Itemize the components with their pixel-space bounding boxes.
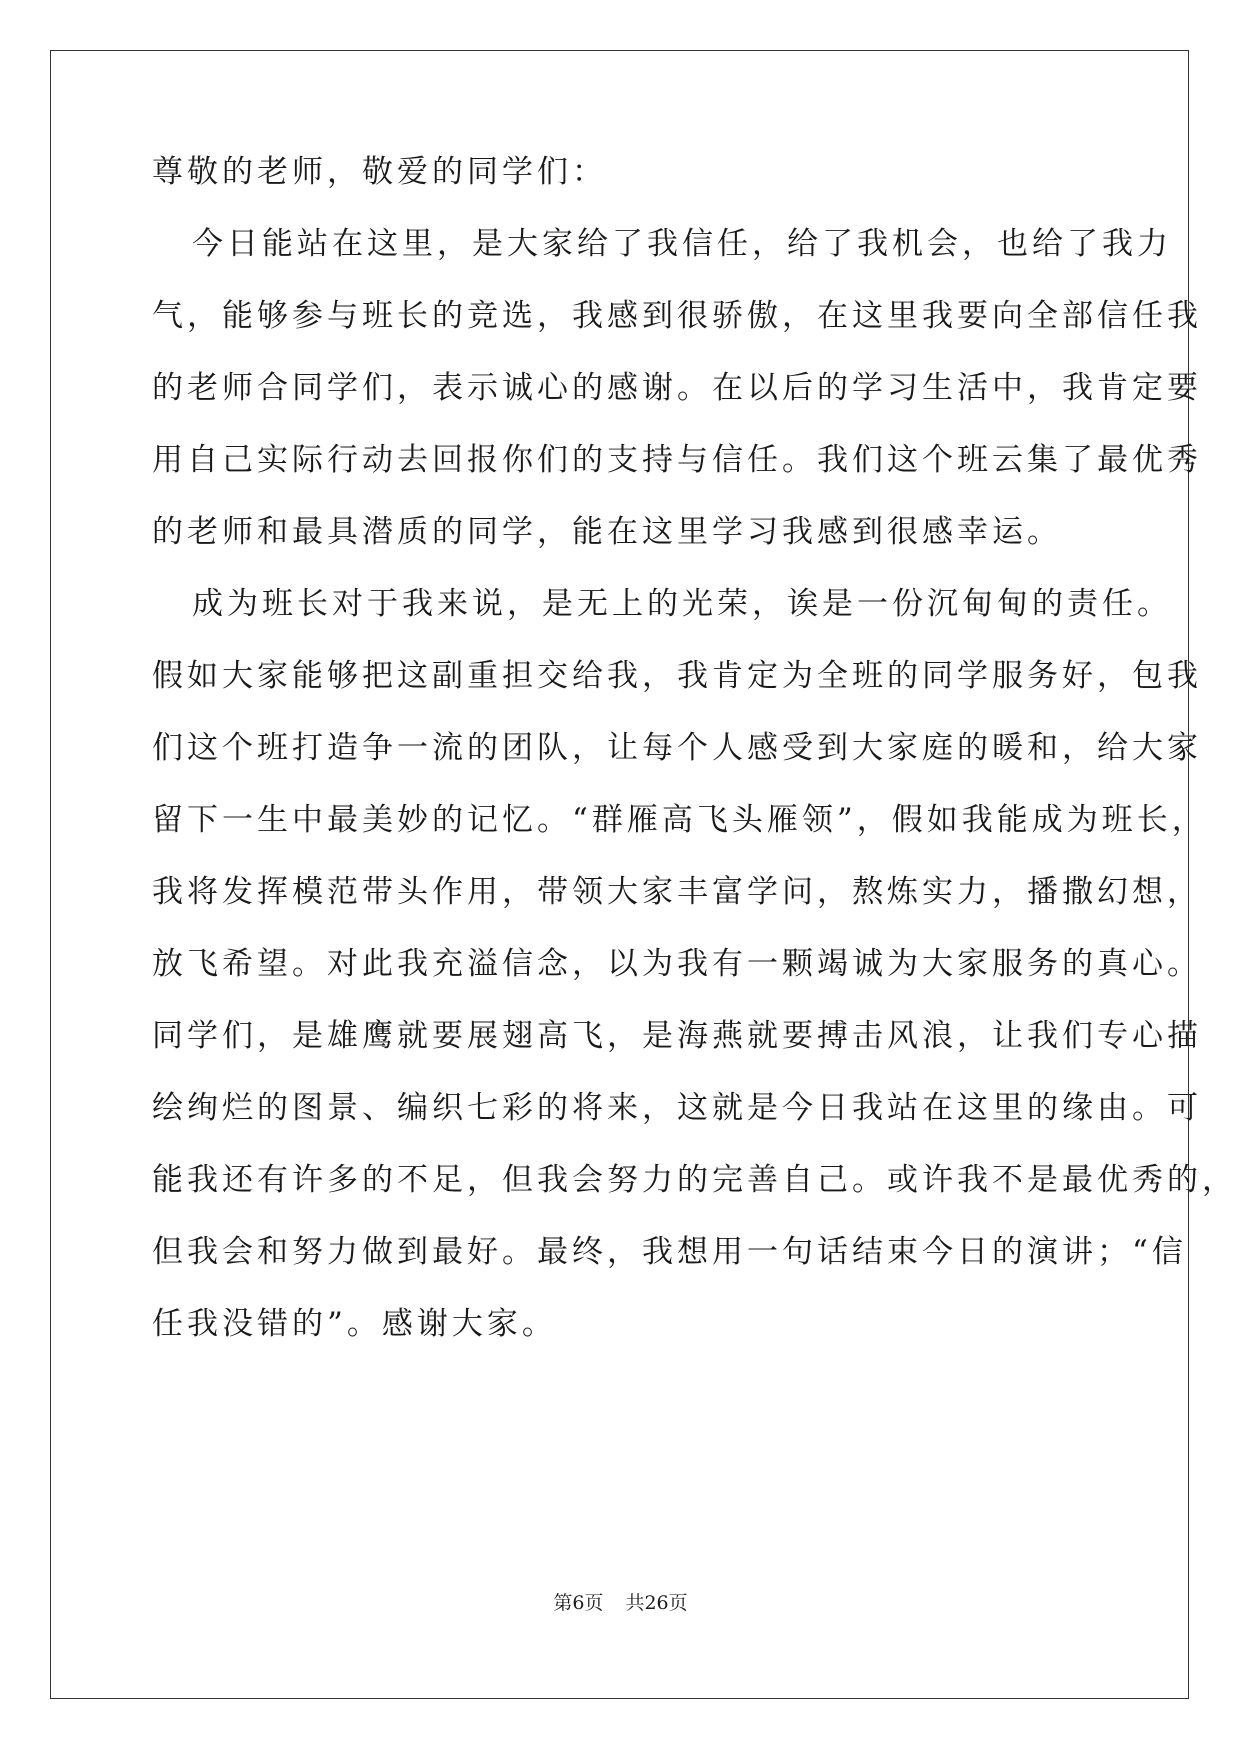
- paragraph-1-line-3: 的老师合同学们，表示诚心的感谢。在以后的学习生活中，我肯定要: [152, 370, 1202, 406]
- paragraph-2-line-4: 留下一生中最美妙的记忆。“群雁高飞头雁领”，假如我能成为班长，: [152, 802, 1207, 838]
- paragraph-1-line-2: 气，能够参与班长的竞选，我感到很骄傲，在这里我要向全部信任我: [152, 298, 1202, 334]
- paragraph-2-line-2: 假如大家能够把这副重担交给我，我肯定为全班的同学服务好，包我: [152, 658, 1202, 694]
- paragraph-2-line-7: 同学们，是雄鹰就要展翅高飞，是海燕就要搏击风浪，让我们专心描: [152, 1018, 1202, 1054]
- paragraph-2-line-11: 任我没错的”。感谢大家。: [152, 1306, 557, 1342]
- paragraph-2-line-9: 能我还有许多的不足，但我会努力的完善自己。或许我不是最优秀的，: [152, 1162, 1237, 1198]
- paragraph-1-line-5: 的老师和最具潜质的同学，能在这里学习我感到很感幸运。: [152, 514, 1062, 550]
- salutation-line: 尊敬的老师，敬爱的同学们：: [152, 154, 607, 190]
- paragraph-2-line-6: 放飞希望。对此我充溢信念，以为我有一颗竭诚为大家服务的真心。: [152, 946, 1202, 982]
- paragraph-2-line-3: 们这个班打造争一流的团队，让每个人感受到大家庭的暖和，给大家: [152, 730, 1202, 766]
- paragraph-1-line-1: 今日能站在这里，是大家给了我信任，给了我机会，也给了我力: [192, 226, 1172, 262]
- paragraph-2-line-5: 我将发挥模范带头作用，带领大家丰富学问，熬炼实力，播撒幻想，: [152, 874, 1202, 910]
- paragraph-2-line-1: 成为班长对于我来说，是无上的光荣，诶是一份沉甸甸的责任。: [192, 586, 1172, 622]
- paragraph-2-line-8: 绘绚烂的图景、编织七彩的将来，这就是今日我站在这里的缘由。可: [152, 1090, 1202, 1126]
- paragraph-2-line-10: 但我会和努力做到最好。最终，我想用一句话结束今日的演讲；“信: [152, 1234, 1187, 1270]
- page-footer: [0, 1588, 1241, 1615]
- paragraph-1-line-4: 用自己实际行动去回报你们的支持与信任。我们这个班云集了最优秀: [152, 442, 1202, 478]
- page-number-current: 第6页: [553, 1592, 604, 1614]
- page-number-total: 共26页: [625, 1592, 688, 1614]
